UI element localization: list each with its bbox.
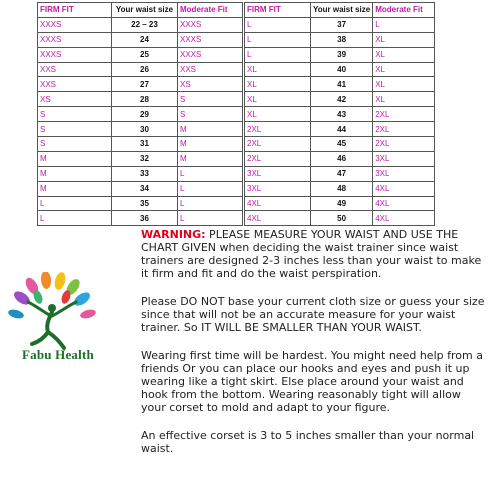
table-row: [245, 211, 435, 226]
sizing-notes: [141, 228, 487, 470]
table-row: [38, 92, 243, 107]
waist-size-cell: 25: [112, 47, 178, 62]
table-row: [245, 166, 435, 181]
firm-fit-cell: M: [38, 166, 112, 181]
table-row: [38, 196, 243, 211]
table-row: [245, 181, 435, 196]
moderate-fit-cell: L: [178, 211, 243, 226]
firm-fit-cell: XL: [245, 92, 311, 107]
firm-fit-cell: S: [38, 122, 112, 137]
moderate-fit-cell: XS: [178, 77, 243, 92]
table-row: [38, 47, 243, 62]
moderate-fit-cell: S: [178, 107, 243, 122]
firm-fit-cell: 4XL: [245, 196, 311, 211]
moderate-fit-cell: 2XL: [373, 107, 435, 122]
table-row: [245, 107, 435, 122]
moderate-fit-cell: 3XL: [373, 166, 435, 181]
table-row: [245, 77, 435, 92]
firm-fit-cell: L: [38, 196, 112, 211]
table-row: [245, 17, 435, 32]
moderate-fit-cell: XXXS: [178, 17, 243, 32]
moderate-fit-cell: M: [178, 122, 243, 137]
waist-size-cell: 43: [311, 107, 373, 122]
moderate-fit-cell: XL: [373, 77, 435, 92]
firm-fit-cell: XL: [245, 62, 311, 77]
firm-fit-cell: L: [245, 32, 311, 47]
waist-size-cell: 41: [311, 77, 373, 92]
firm-fit-cell: XXS: [38, 62, 112, 77]
firm-fit-cell: L: [245, 17, 311, 32]
waist-size-cell: 49: [311, 196, 373, 211]
moderate-fit-cell: M: [178, 151, 243, 166]
moderate-fit-cell: XL: [373, 32, 435, 47]
moderate-fit-cell: S: [178, 92, 243, 107]
firm-fit-cell: XXXS: [38, 17, 112, 32]
warning-text: PLEASE MEASURE YOUR WAIST AND USE THE CHART GIVEN when deciding the waist trainer since waist trainers are designed 2-3 inches less than your waist to make it firm and fit and do the waist perspiration.: [141, 228, 482, 280]
table-row: [245, 47, 435, 62]
table-row: [38, 211, 243, 226]
waist-size-cell: 29: [112, 107, 178, 122]
firm-fit-cell: 2XL: [245, 151, 311, 166]
moderate-fit-cell: 2XL: [373, 122, 435, 137]
waist-size-cell: 24: [112, 32, 178, 47]
waist-size-cell: 26: [112, 62, 178, 77]
table-row: [38, 166, 243, 181]
table-row: [38, 151, 243, 166]
firm-fit-cell: XS: [38, 92, 112, 107]
warning-paragraph: [141, 228, 487, 280]
size-chart-right-table: [244, 2, 435, 226]
moderate-fit-cell: XXS: [178, 62, 243, 77]
waist-size-cell: 37: [311, 17, 373, 32]
first-wear-paragraph: Wearing first time will be hardest. You might need help from a friends Or you can place our hooks and eyes and push it up wearing like a tight skirt. Else place around your waist and hook from the bottom. Wearing reasonably tight will allow your corset to mold and adapt to your figure.: [141, 349, 483, 414]
waist-size-cell: 47: [311, 166, 373, 181]
waist-size-cell: 38: [311, 32, 373, 47]
firm-fit-cell: S: [38, 137, 112, 152]
moderate-fit-cell: L: [178, 166, 243, 181]
table-row: [245, 151, 435, 166]
firm-fit-header: FIRM FIT: [38, 3, 112, 18]
waist-size-cell: 32: [112, 151, 178, 166]
cloth-size-paragraph: Please DO NOT base your current cloth size or guess your size since that will not be an accurate measure for your waist trainer. So IT WILL BE SMALLER THAN YOUR WAIST.: [141, 295, 485, 334]
table-row: [38, 62, 243, 77]
firm-fit-cell: L: [38, 211, 112, 226]
moderate-fit-header: Moderate Fit: [373, 3, 435, 18]
waist-size-cell: 27: [112, 77, 178, 92]
table-row: [38, 32, 243, 47]
firm-fit-cell: XL: [245, 77, 311, 92]
table-header-row: [38, 3, 243, 18]
moderate-fit-cell: 4XL: [373, 211, 435, 226]
moderate-fit-header: Moderate Fit: [178, 3, 243, 18]
table-row: [38, 77, 243, 92]
waist-size-cell: 40: [311, 62, 373, 77]
moderate-fit-cell: XL: [373, 47, 435, 62]
table-row: [245, 92, 435, 107]
warning-label: WARNING:: [141, 228, 206, 241]
moderate-fit-cell: L: [178, 181, 243, 196]
firm-fit-header: FIRM FIT: [245, 3, 311, 18]
size-chart: [37, 2, 435, 226]
table-row: [38, 107, 243, 122]
table-row: [38, 122, 243, 137]
waist-size-header: Your waist size: [311, 3, 373, 18]
table-row: [38, 17, 243, 32]
waist-size-cell: 48: [311, 181, 373, 196]
moderate-fit-cell: 2XL: [373, 137, 435, 152]
moderate-fit-cell: XL: [373, 62, 435, 77]
waist-size-cell: 33: [112, 166, 178, 181]
moderate-fit-cell: XXXS: [178, 32, 243, 47]
effective-corset-paragraph: An effective corset is 3 to 5 inches smaller than your normal waist.: [141, 429, 475, 455]
firm-fit-cell: M: [38, 151, 112, 166]
firm-fit-cell: 2XL: [245, 137, 311, 152]
waist-size-cell: 39: [311, 47, 373, 62]
waist-size-cell: 50: [311, 211, 373, 226]
table-row: [245, 122, 435, 137]
moderate-fit-cell: L: [178, 196, 243, 211]
waist-size-cell: 44: [311, 122, 373, 137]
table-row: [245, 137, 435, 152]
moderate-fit-cell: M: [178, 137, 243, 152]
firm-fit-cell: 3XL: [245, 166, 311, 181]
size-chart-left-body: [38, 17, 243, 225]
firm-fit-cell: 4XL: [245, 211, 311, 226]
waist-size-cell: 30: [112, 122, 178, 137]
moderate-fit-cell: 4XL: [373, 181, 435, 196]
firm-fit-cell: XL: [245, 107, 311, 122]
moderate-fit-cell: XL: [373, 92, 435, 107]
firm-fit-cell: 2XL: [245, 122, 311, 137]
table-row: [245, 196, 435, 211]
logo-text: Fabu Health: [22, 347, 94, 362]
moderate-fit-cell: 4XL: [373, 196, 435, 211]
table-row: [245, 62, 435, 77]
firm-fit-cell: XXXS: [38, 47, 112, 62]
table-row: [38, 137, 243, 152]
waist-size-cell: 34: [112, 181, 178, 196]
firm-fit-cell: S: [38, 107, 112, 122]
size-chart-right-body: [245, 17, 435, 225]
table-row: [38, 181, 243, 196]
firm-fit-cell: XXXS: [38, 32, 112, 47]
moderate-fit-cell: 3XL: [373, 151, 435, 166]
firm-fit-cell: M: [38, 181, 112, 196]
table-header-row: [245, 3, 435, 18]
table-row: [245, 32, 435, 47]
waist-size-cell: 42: [311, 92, 373, 107]
firm-fit-cell: XXS: [38, 77, 112, 92]
waist-size-cell: 31: [112, 137, 178, 152]
waist-size-cell: 46: [311, 151, 373, 166]
waist-size-cell: 28: [112, 92, 178, 107]
moderate-fit-cell: L: [373, 17, 435, 32]
waist-size-cell: 35: [112, 196, 178, 211]
firm-fit-cell: L: [245, 47, 311, 62]
waist-size-cell: 36: [112, 211, 178, 226]
firm-fit-cell: 3XL: [245, 181, 311, 196]
waist-size-cell: 22 – 23: [112, 17, 178, 32]
waist-size-header: Your waist size: [112, 3, 178, 18]
moderate-fit-cell: XXXS: [178, 47, 243, 62]
waist-size-cell: 45: [311, 137, 373, 152]
size-chart-left-table: [37, 2, 243, 226]
